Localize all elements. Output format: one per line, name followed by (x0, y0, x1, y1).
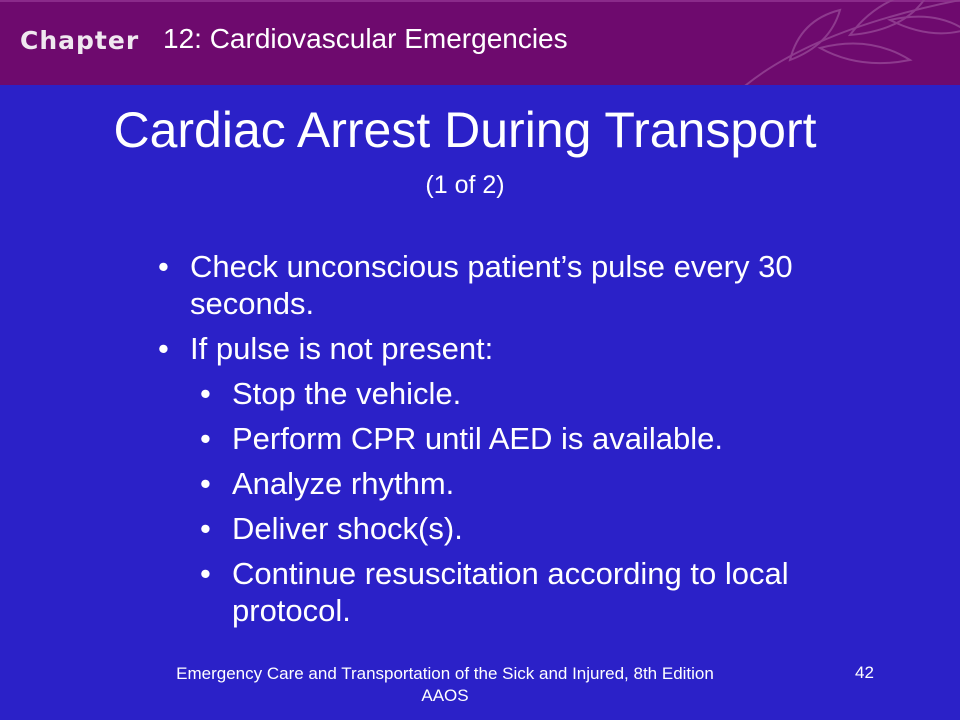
bullet-text: Check unconscious patient’s pulse every 30 seconds. (190, 249, 793, 321)
bullet-list (150, 248, 850, 637)
footer-citation (90, 663, 800, 707)
footer-book-title: Emergency Care and Transportation of the Sick and Injured, 8th Edition (176, 664, 714, 683)
leaf-decoration-icon (730, 0, 960, 85)
sub-bullet-item: • Deliver shock(s). (200, 511, 463, 546)
bullet-item: • If pulse is not present: (158, 331, 494, 366)
bullet-text: Perform CPR until AED is available. (232, 421, 724, 456)
slide-title: Cardiac Arrest During Transport (113, 102, 817, 158)
chapter-label: Chapter (20, 26, 140, 55)
page-number: 42 (855, 663, 874, 682)
slide-subtitle: (1 of 2) (425, 171, 505, 199)
chapter-title: 12: Cardiovascular Emergencies (163, 23, 568, 54)
footer-publisher: AAOS (421, 686, 469, 705)
bullet-text: If pulse is not present: (190, 331, 494, 366)
sub-bullet-item: • Perform CPR until AED is available. (200, 421, 724, 456)
sub-bullet-item: • Stop the vehicle. (200, 376, 462, 411)
chapter-header-band (0, 0, 960, 85)
bullet-text: Deliver shock(s). (232, 511, 463, 546)
bullet-text: Continue resuscitation according to local protocol. (232, 556, 789, 628)
bullet-text: Stop the vehicle. (232, 376, 462, 411)
sub-bullet-item: • Continue resuscitation according to local protocol. (200, 556, 789, 628)
bullet-text: Analyze rhythm. (232, 466, 455, 501)
sub-bullet-item: • Analyze rhythm. (200, 466, 455, 501)
bullet-item: • Check unconscious patient’s pulse every 30 seconds. (158, 249, 793, 321)
